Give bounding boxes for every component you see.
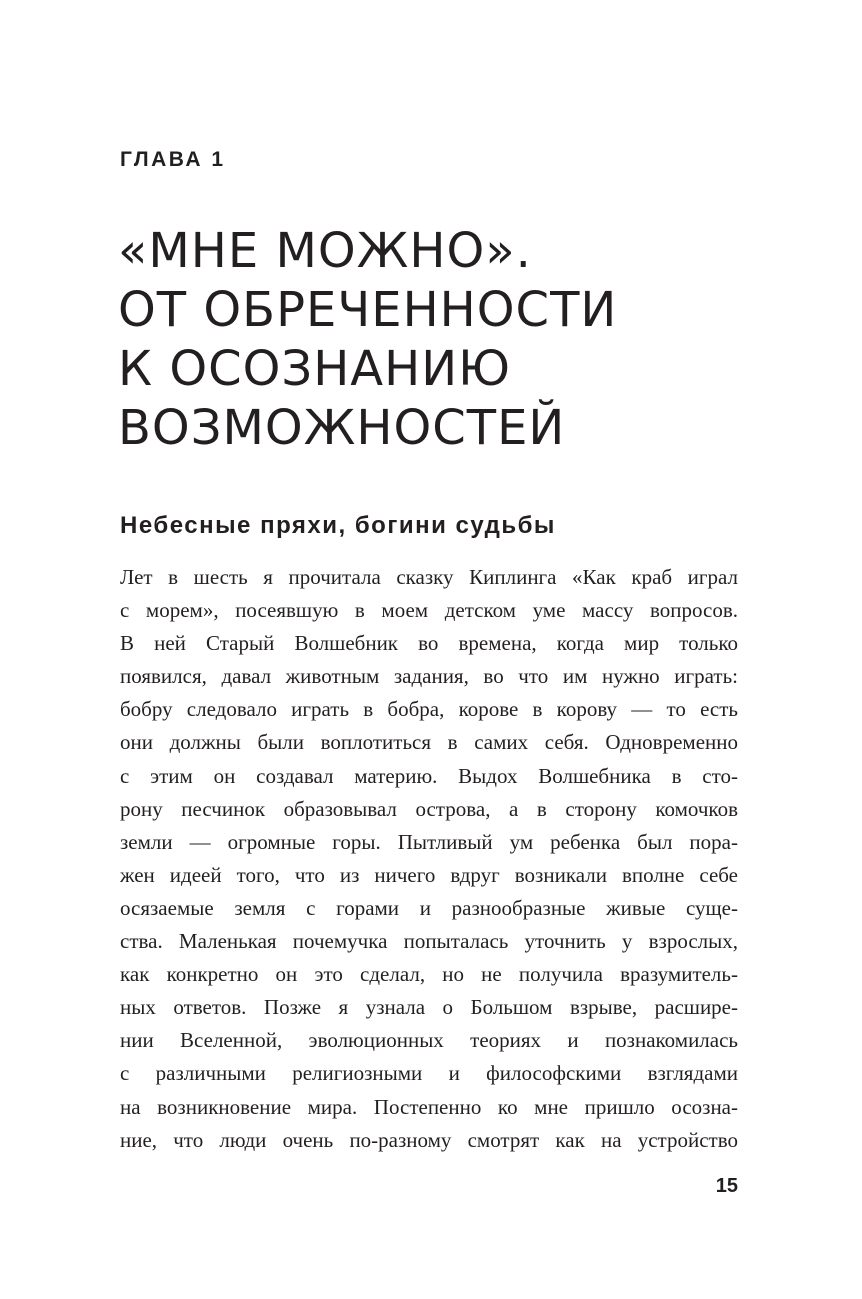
text-line: Лет в шесть я прочитала сказку Киплинга «Как краб играл (120, 565, 738, 589)
text-line: осязаемые земля с горами и разнообразные живые суще- (120, 895, 738, 920)
text-line: жен идеей того, что из ничего вдруг возникали вполне себе (120, 862, 738, 887)
chapter-title-line: «МНЕ МОЖНО». (118, 223, 532, 279)
chapter-label: ГЛАВА 1 (120, 148, 226, 171)
text-line: с различными религиозными и философскими взглядами (120, 1061, 738, 1086)
text-line: ние, что люди очень по-разному смотрят как на устройство (120, 1127, 738, 1152)
section-title: Небесные пряхи, богини судьбы (120, 512, 556, 539)
body-paragraph (120, 561, 738, 1157)
text-line: появился, давал животным задания, во что им нужно играть: (120, 664, 738, 689)
text-line: они должны были воплотиться в самих себя. Одновременно (120, 730, 738, 755)
chapter-title (118, 222, 758, 458)
text-line: земли — огромные горы. Пытливый ум ребенка был пора- (120, 829, 738, 854)
chapter-title-line: ОТ ОБРЕЧЕННОСТИ (118, 282, 618, 338)
text-line: рону песчинок образовывал острова, а в сторону комочков (120, 796, 738, 821)
text-line: с морем», посеявшую в моем детском уме массу вопросов. (120, 598, 738, 623)
text-line: ных ответов. Позже я узнала о Большом взрыве, расшире- (120, 995, 738, 1020)
chapter-title-line: ВОЗМОЖНОСТЕЙ (118, 400, 566, 456)
text-line: ства. Маленькая почемучка попыталась уточнить у взрослых, (120, 929, 738, 954)
text-line: В ней Старый Волшебник во времена, когда мир только (120, 631, 738, 656)
chapter-title-line: К ОСОЗНАНИЮ (118, 341, 511, 397)
text-line: как конкретно он это сделал, но не получила вразумитель- (120, 962, 738, 987)
text-line: бобру следовало играть в бобра, корове в корову — то есть (120, 697, 738, 722)
text-line: с этим он создавал материю. Выдох Волшебника в сто- (120, 763, 738, 788)
text-line: на возникновение мира. Постепенно ко мне пришло осозна- (120, 1094, 738, 1119)
text-line: нии Вселенной, эволюционных теориях и познакомилась (120, 1028, 738, 1053)
page-number: 15 (715, 1175, 738, 1197)
